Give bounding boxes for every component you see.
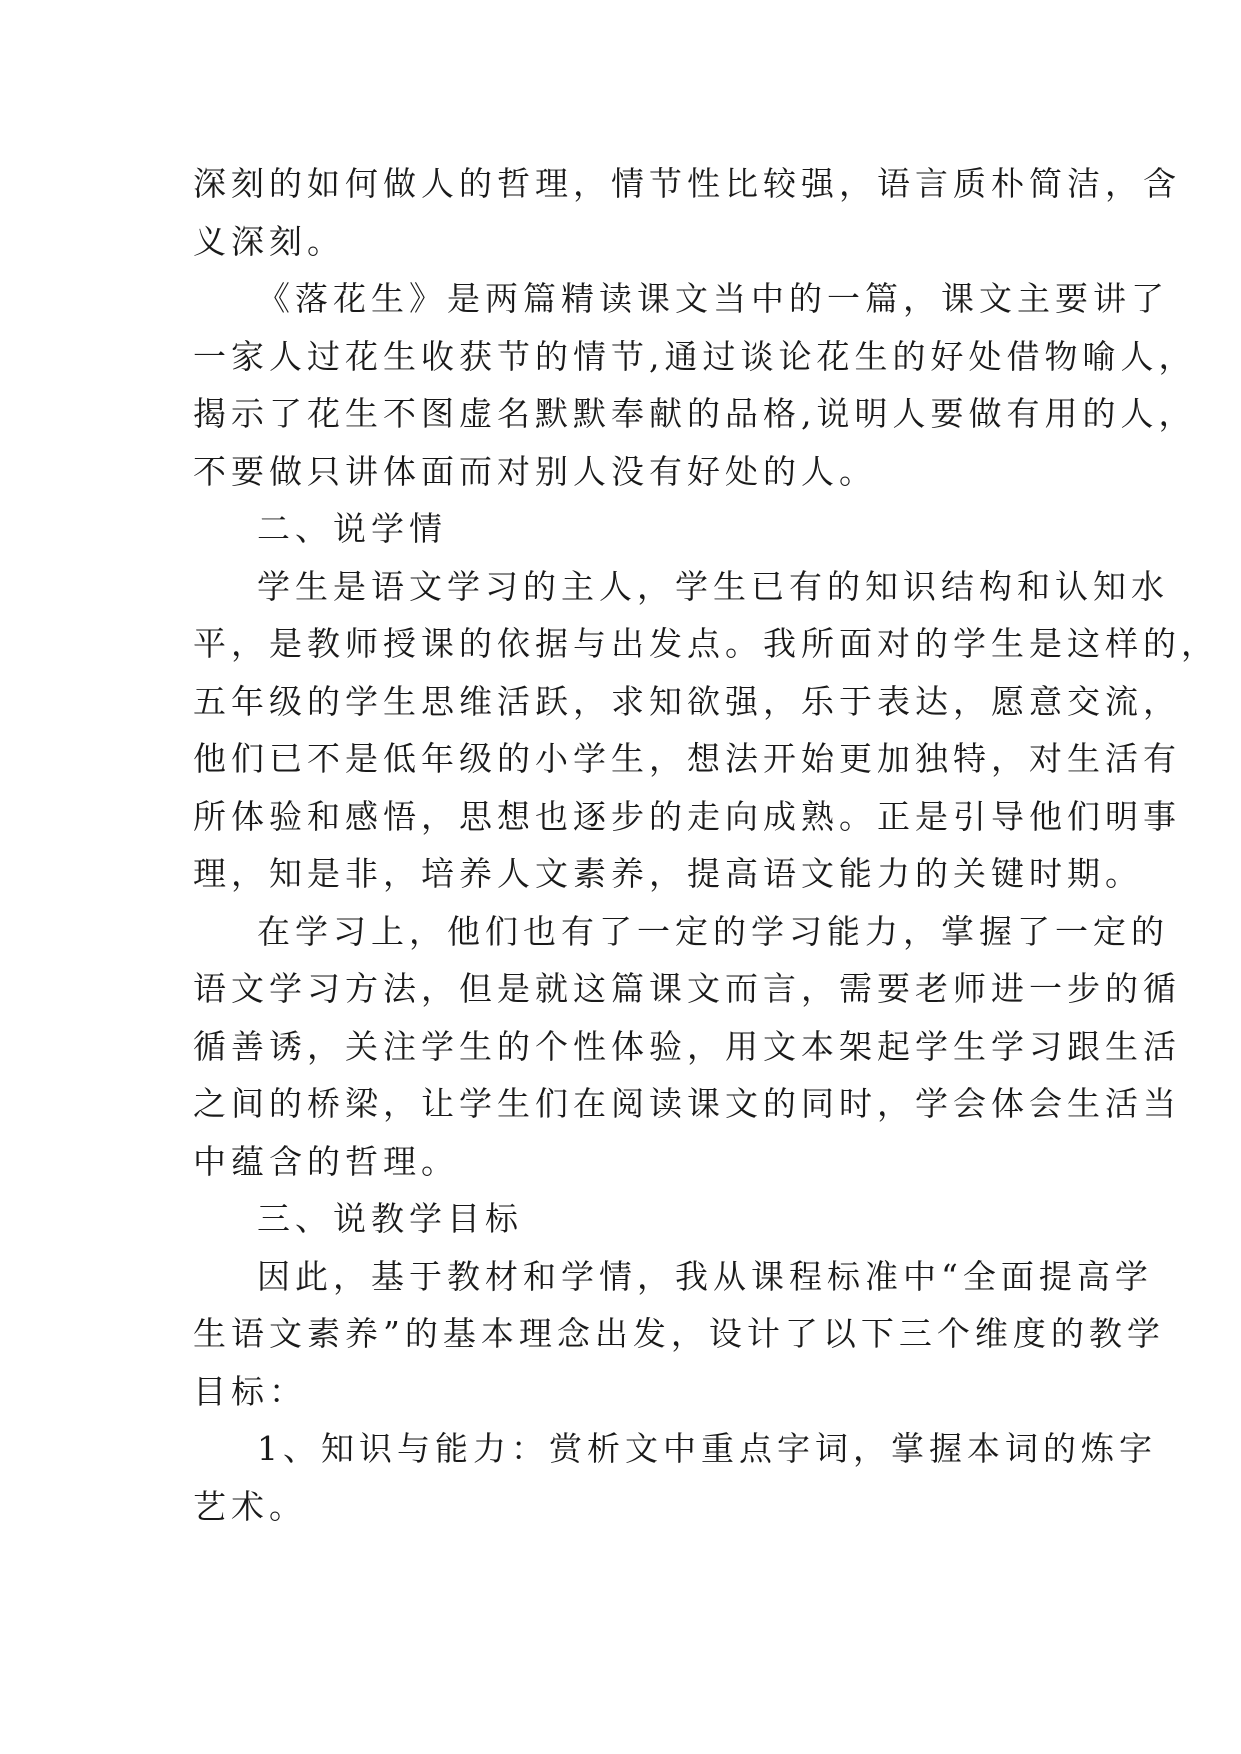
text-line: 在学习上，他们也有了一定的学习能力，掌握了一定的 bbox=[257, 911, 1169, 951]
section-heading: 三、说教学目标 bbox=[257, 1199, 523, 1238]
text-line: 深刻的如何做人的哲理，情节性比较强，语言质朴简洁，含 bbox=[193, 164, 1181, 203]
text-line: 不要做只讲体面而对别人没有好处的人。 bbox=[193, 451, 877, 491]
text-line: 五年级的学生思维活跃，求知欲强，乐于表达，愿意交流， bbox=[193, 681, 1181, 721]
text-line: 艺术。 bbox=[193, 1486, 307, 1526]
text-line: 因此，基于教材和学情，我从课程标准中“全面提高学 bbox=[257, 1256, 1153, 1296]
text-line: 之间的桥梁，让学生们在阅读课文的同时，学会体会生活当 bbox=[193, 1084, 1181, 1123]
text-line: 循善诱，关注学生的个性体验，用文本架起学生学习跟生活 bbox=[193, 1026, 1181, 1066]
text-line: 1、知识与能力：赏析文中重点字词，掌握本词的炼字 bbox=[257, 1429, 1157, 1468]
text-line: 理，知是非，培养人文素养，提高语文能力的关键时期。 bbox=[193, 854, 1143, 893]
document-page bbox=[193, 155, 1219, 1535]
text-line: 揭示了花生不图虚名默默奉献的品格,说明人要做有用的人， bbox=[193, 394, 1197, 433]
text-line: 平，是教师授课的依据与出发点。我所面对的学生是这样的， bbox=[193, 624, 1219, 663]
text-line: 目标： bbox=[193, 1371, 307, 1411]
text-line: 中蕴含的哲理。 bbox=[193, 1141, 459, 1181]
text-line: 所体验和感悟，思想也逐步的走向成熟。正是引导他们明事 bbox=[193, 796, 1181, 836]
text-line: 学生是语文学习的主人，学生已有的知识结构和认知水 bbox=[257, 566, 1169, 606]
text-line: 《落花生》是两篇精读课文当中的一篇，课文主要讲了 bbox=[257, 279, 1169, 318]
text-line: 一家人过花生收获节的情节,通过谈论花生的好处借物喻人， bbox=[193, 336, 1197, 376]
text-line: 他们已不是低年级的小学生，想法开始更加独特，对生活有 bbox=[193, 739, 1181, 778]
text-line: 语文学习方法，但是就这篇课文而言，需要老师进一步的循 bbox=[193, 969, 1181, 1008]
text-line: 生语文素养”的基本理念出发，设计了以下三个维度的教学 bbox=[193, 1314, 1165, 1353]
section-heading: 二、说学情 bbox=[257, 509, 447, 548]
text-line: 义深刻。 bbox=[193, 221, 345, 261]
